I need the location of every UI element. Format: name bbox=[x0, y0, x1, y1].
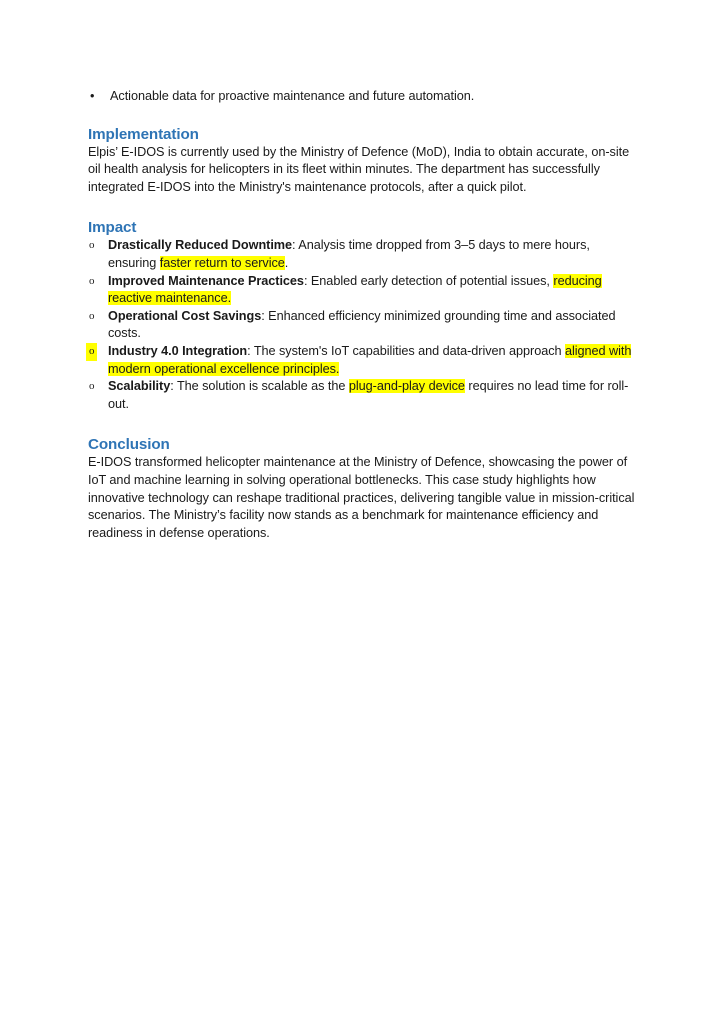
impact-item-highlight: faster return to service bbox=[159, 255, 285, 270]
circle-bullet-icon: o bbox=[89, 380, 95, 393]
impact-item-body: The system's IoT capabilities and data-driven approach bbox=[253, 343, 565, 358]
impact-item-body: The solution is scalable as the bbox=[176, 379, 349, 394]
impact-item-highlight: reducing reactive maintenance. bbox=[108, 273, 602, 306]
impact-item-title: Scalability bbox=[108, 379, 171, 394]
circle-bullet-icon: o bbox=[89, 239, 95, 252]
heading-conclusion: Conclusion bbox=[88, 436, 170, 454]
impact-item-separator: : bbox=[261, 308, 269, 323]
impact-item-separator: : bbox=[247, 343, 254, 358]
document-content bbox=[88, 88, 636, 542]
paragraph-implementation: Elpis’ E-IDOS is currently used by the Ministry of Defence (MoD), India to obtain accurate, on-site oil health analysis for helicopters in its fleet within minutes. The department has successfully integrated E-IDOS into the Ministry's maintenance protocols, after a quick pilot. bbox=[88, 144, 630, 194]
list-item bbox=[88, 237, 636, 272]
impact-item-title: Improved Maintenance Practices bbox=[108, 273, 304, 288]
impact-item-title: Drastically Reduced Downtime bbox=[108, 238, 293, 253]
heading-implementation: Implementation bbox=[88, 125, 199, 143]
impact-item-separator: : bbox=[303, 273, 311, 288]
impact-bullet-list bbox=[88, 237, 636, 413]
impact-item-body: Analysis time dropped from 3–5 days to mere hours, ensuring bbox=[108, 238, 590, 270]
intro-bullet-list bbox=[88, 88, 636, 106]
impact-item-body-after: requires no lead time for roll-out. bbox=[108, 379, 629, 411]
circle-bullet-icon: o bbox=[86, 343, 97, 361]
impact-item-title: Industry 4.0 Integration bbox=[108, 343, 248, 358]
list-item bbox=[88, 88, 636, 106]
impact-item-highlight: aligned with modern operational excellence principles. bbox=[108, 343, 632, 376]
disc-bullet-icon: • bbox=[90, 89, 95, 103]
heading-impact: Impact bbox=[88, 219, 137, 237]
impact-item-body: Enhanced efficiency minimized grounding time and associated costs. bbox=[108, 308, 616, 341]
circle-bullet-icon: o bbox=[89, 309, 95, 322]
list-item bbox=[88, 378, 636, 413]
circle-bullet-icon: o bbox=[89, 274, 95, 287]
list-item bbox=[88, 273, 636, 308]
impact-item-separator: : bbox=[292, 238, 299, 253]
impact-item-body-after: . bbox=[284, 255, 289, 270]
impact-item-highlight: plug-and-play device bbox=[348, 379, 465, 394]
impact-item-title: Operational Cost Savings bbox=[108, 308, 262, 323]
paragraph-conclusion: E-IDOS transformed helicopter maintenance at the Ministry of Defence, showcasing the power of IoT and machine learning in solving operational bottlenecks. This case study highlights how innovative technology can reshape traditional practices, delivering tangible value in mission-critical scenarios. The Ministry’s facility now stands as a benchmark for maintenance efficiency and readiness in defense operations. bbox=[88, 455, 635, 540]
list-item bbox=[88, 308, 636, 343]
intro-bullet-text: Actionable data for proactive maintenance and future automation. bbox=[110, 89, 475, 103]
impact-item-body: Enabled early detection of potential issues, bbox=[310, 273, 554, 288]
impact-item-separator: : bbox=[170, 379, 177, 394]
list-item bbox=[88, 343, 636, 378]
